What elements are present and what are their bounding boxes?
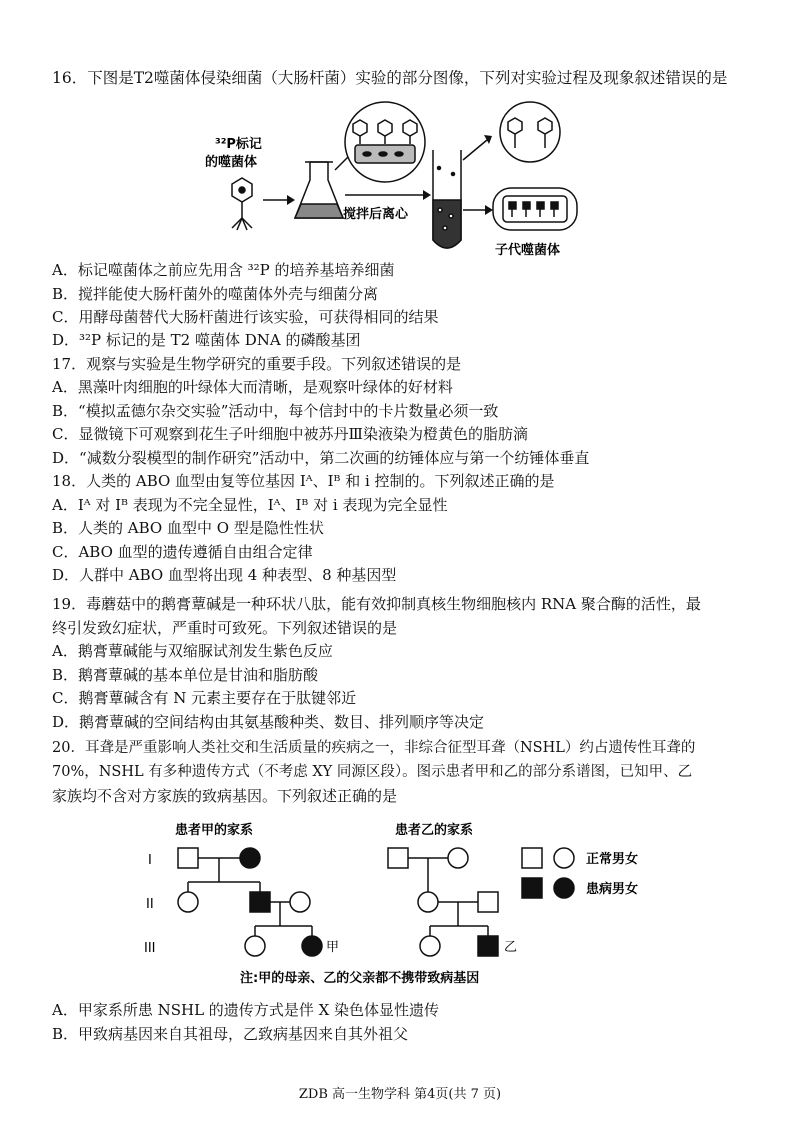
phage-icon [232,178,252,230]
infection-magnified-icon [345,102,425,182]
family2-title: 患者乙的家系 [395,823,474,838]
generation-label-ii: II [146,897,154,912]
fam2-i-male-normal [388,848,408,868]
q17-stem: 17．观察与实验是生物学研究的重要手段。下列叙述错误的是 [52,355,462,373]
fam1-i-female-affected [240,848,260,868]
pedigree-note: 注:甲的母亲、乙的父亲都不携带致病基因 [240,971,480,986]
q17-option-d: D．“减数分裂模型的制作研究”活动中，第二次画的纺锤体应与第一个纺锤体垂直 [52,449,590,467]
q18-stem: 18．人类的 ABO 血型由复等位基因 Iᴬ、Iᴮ 和 i 控制的。下列叙述正确的是 [52,472,555,490]
flask-icon [295,162,343,218]
fam2-iii-female-normal [420,936,440,956]
fam2-iii-male-affected-yi [478,936,498,956]
label-jia: 甲 [326,940,340,955]
q17-option-c: C．显微镜下可观察到花生子叶细胞中被苏丹Ⅲ染液染为橙黄色的脂肪滴 [52,425,528,443]
legend-female-normal [554,848,574,868]
fam2-i-female-normal [448,848,468,868]
q19-option-c: C．鹅膏蕈碱含有 N 元素主要存在于肽键邻近 [52,689,357,707]
fam1-iii-female-normal [245,936,265,956]
q19-option-a: A．鹅膏蕈碱能与双缩脲试剂发生紫色反应 [52,642,333,660]
progeny-phage-box-icon [493,188,577,230]
progeny-empty-capsid-icon [500,102,560,162]
fam1-ii-wife-normal [290,892,310,912]
label-yi: 乙 [504,940,518,955]
fig-label-p32: ³²P标记 [215,137,262,152]
q17-option-a: A．黑藻叶肉细胞的叶绿体大而清晰，是观察叶绿体的好材料 [52,378,453,396]
legend-normal-label: 正常男女 [586,852,639,867]
q18-option-d: D．人群中 ABO 血型将出现 4 种表型、8 种基因型 [52,566,397,584]
q20-stem-line2: 70%，NSHL 有多种遗传方式（不考虑 XY 同源区段）。图示患者甲和乙的部分系谱图，已知甲、乙 [52,764,693,780]
q19-stem-line1: 19．毒蘑菇中的鹅膏蕈碱是一种环状八肽，能有效抑制真核生物细胞核内 RNA 聚合酶的活性，最 [52,595,701,613]
q19-option-d: D．鹅膏蕈碱的空间结构由其氨基酸种类、数目、排列顺序等决定 [52,713,485,731]
q18-option-c: C．ABO 血型的遗传遵循自由组合定律 [52,543,313,561]
page-footer: ZDB 高一生物学科 第4页(共 7 页) [298,1087,502,1102]
fam1-iii-female-affected-jia [302,936,322,956]
q16-option-d: D．³²P 标记的是 T2 噬菌体 DNA 的磷酸基团 [52,331,361,349]
q20-stem-line1: 20．耳聋是严重影响人类社交和生活质量的疾病之一，非综合征型耳聋（NSHL）约占遗传性耳聋的 [52,740,696,756]
q20-stem-line3: 家族均不含对方家族的致病基因。下列叙述正确的是 [52,787,398,805]
phage-infection-figure [195,100,615,260]
q16-option-b: B．搅拌能使大肠杆菌外的噬菌体外壳与细菌分离 [52,285,379,303]
fig-label-centrifuge: 搅拌后离心 [343,207,409,222]
test-tube-icon [433,150,461,248]
q20-option-b: B．甲致病基因来自其祖母，乙致病基因来自其外祖父 [52,1025,409,1043]
q17-option-b: B．“模拟孟德尔杂交实验”活动中，每个信封中的卡片数量必须一致 [52,402,499,420]
fam2-ii-female-normal [418,892,438,912]
q19-option-b: B．鹅膏蕈碱的基本单位是甘油和脂肪酸 [52,666,319,684]
fam1-ii-female-normal [178,892,198,912]
q18-option-a: A．Iᴬ 对 Iᴮ 表现为不完全显性，Iᴬ、Iᴮ 对 i 表现为完全显性 [52,496,448,514]
fam2-ii-male-normal [478,892,498,912]
q19-stem-line2: 终引发致幻症状，严重时可致死。下列叙述错误的是 [52,619,398,637]
pedigree-figure [140,812,680,992]
fig-label-phage: 的噬菌体 [205,155,258,170]
q16-option-a: A．标记噬菌体之前应先用含 ³²P 的培养基培养细菌 [52,261,395,279]
legend-male-affected [522,878,542,898]
q16-stem: 16．下图是T2噬菌体侵染细菌（大肠杆菌）实验的部分图像，下列对实验过程及现象叙述错误的是 [52,69,728,87]
fam1-i-male-normal [178,848,198,868]
fam1-ii-male-affected [250,892,270,912]
fig-label-progeny: 子代噬菌体 [495,243,561,258]
generation-label-iii: III [144,941,156,956]
q20-option-a: A．甲家系所患 NSHL 的遗传方式是伴 X 染色体显性遗传 [52,1001,440,1019]
legend-female-affected [554,878,574,898]
q16-option-c: C．用酵母菌替代大肠杆菌进行该实验，可获得相同的结果 [52,308,439,326]
legend-affected-label: 患病男女 [586,882,639,897]
q18-option-b: B．人类的 ABO 血型中 O 型是隐性性状 [52,519,324,537]
legend-male-normal [522,848,542,868]
family1-title: 患者甲的家系 [175,823,254,838]
generation-label-i: I [148,853,152,868]
